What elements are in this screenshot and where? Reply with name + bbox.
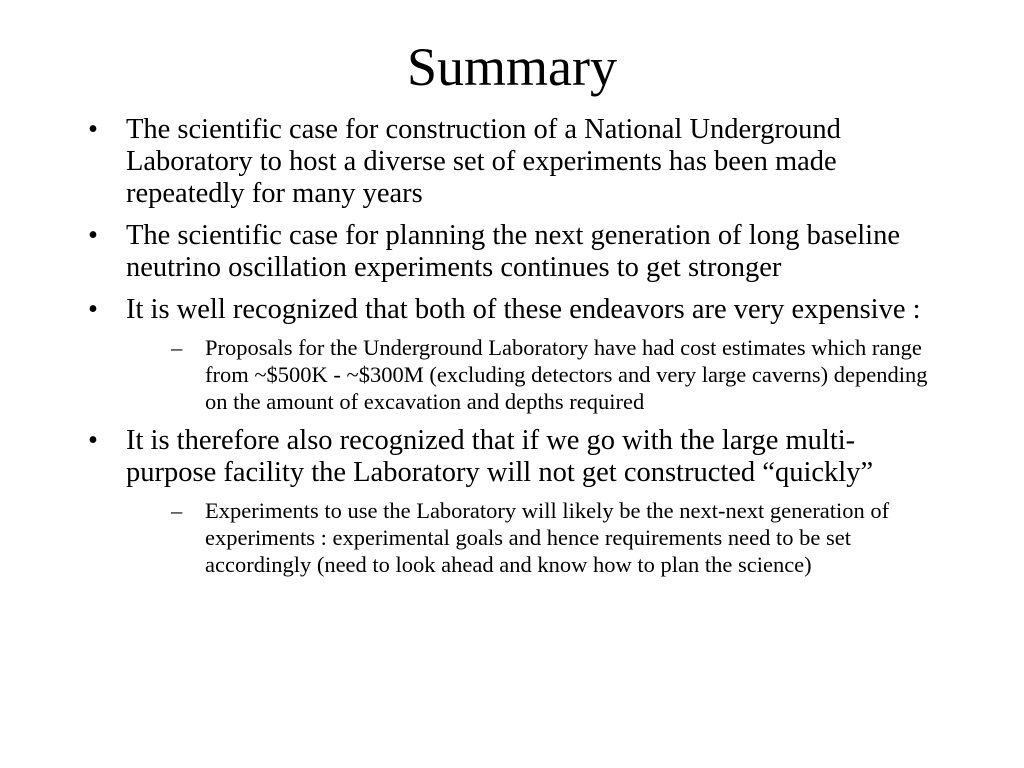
sub-bullet-marker: – [171, 335, 183, 360]
bullet-item-3 [84, 294, 944, 326]
sub-bullet-marker: – [171, 498, 183, 523]
bullet-item-1 [84, 114, 944, 210]
bullet-item-2 [84, 220, 944, 284]
bullet-item-4 [84, 425, 944, 489]
bullet-list [84, 114, 944, 588]
sub-bullet-item-2 [171, 497, 944, 578]
sub-bullet-text: Proposals for the Underground Laboratory have had cost estimates which range from ~$500K - ~$300M (excluding detectors and very large caverns) depending on the amount of excavation and depths required [205, 335, 928, 414]
slide-title: Summary [407, 37, 617, 97]
bullet-text: It is well recognized that both of these endeavors are very expensive : [126, 294, 921, 325]
bullet-marker: • [88, 425, 98, 456]
bullet-marker: • [88, 220, 98, 251]
bullet-marker: • [88, 114, 98, 145]
bullet-text: The scientific case for construction of a National Underground Laboratory to host a diverse set of experiments has been made repeatedly for many years [126, 114, 841, 209]
bullet-text: It is therefore also recognized that if we go with the large multi-purpose facility the Laboratory will not get constructed “quickly” [126, 425, 874, 488]
bullet-text: The scientific case for planning the next generation of long baseline neutrino oscillation experiments continues to get stronger [126, 220, 900, 283]
sub-bullet-item-1 [171, 334, 944, 415]
sub-bullet-text: Experiments to use the Laboratory will likely be the next-next generation of experiments : experimental goals and hence requirements need to be set accordingly (need to look ahead and know how to plan the science) [205, 498, 890, 577]
bullet-marker: • [88, 294, 98, 325]
